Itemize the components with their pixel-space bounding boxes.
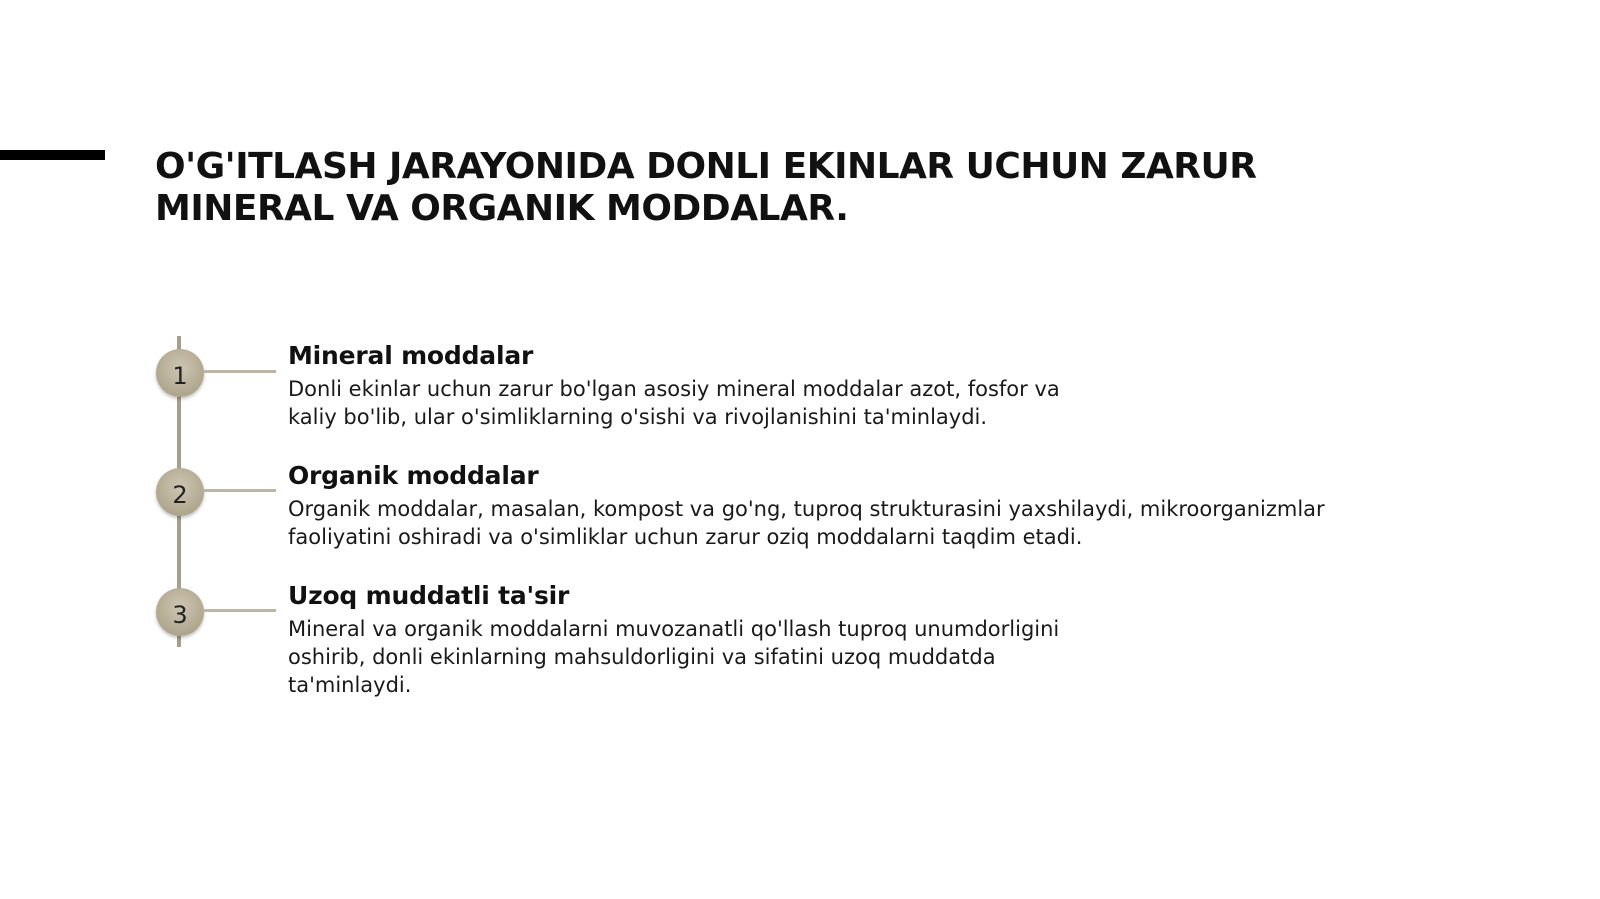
slide-title-line-2: MINERAL VA ORGANIK MODDALAR. (155, 188, 849, 229)
step-heading-1: Mineral moddalar (288, 341, 534, 370)
step-heading-2: Organik moddalar (288, 461, 539, 490)
timeline-item-1 (288, 341, 1060, 431)
timeline-item-2 (288, 461, 1325, 551)
step-connector-1 (204, 370, 276, 373)
slide-title (155, 146, 1455, 230)
step-connector-2 (204, 489, 276, 492)
step-text-3-line-2: oshirib, donli ekinlarning mahsuldorligini va sifatini uzoq muddatda (288, 645, 996, 669)
step-number-3: 3 (172, 601, 188, 629)
step-marker-3 (156, 588, 204, 636)
timeline-item-3 (288, 581, 1059, 699)
step-text-2 (288, 495, 1325, 551)
step-text-2-line-2: faoliyatini oshiradi va o'simliklar uchun zarur oziq moddalarni taqdim etadi. (288, 525, 1083, 549)
step-text-3 (288, 615, 1059, 699)
step-marker-2 (156, 468, 204, 516)
step-number-1: 1 (172, 362, 188, 390)
step-text-3-line-3: ta'minlaydi. (288, 673, 412, 697)
step-number-2: 2 (172, 481, 188, 509)
title-accent-bar (0, 150, 105, 160)
step-text-2-line-1: Organik moddalar, masalan, kompost va go'ng, tuproq strukturasini yaxshilaydi, mikroorganizmlar (288, 497, 1325, 521)
step-text-3-line-1: Mineral va organik moddalarni muvozanatli qo'llash tuproq unumdorligini (288, 617, 1060, 641)
step-heading-3: Uzoq muddatli ta'sir (288, 581, 570, 610)
step-connector-3 (204, 609, 276, 612)
step-text-1-line-1: Donli ekinlar uchun zarur bo'lgan asosiy mineral moddalar azot, fosfor va (288, 377, 1060, 401)
step-text-1-line-2: kaliy bo'lib, ular o'simliklarning o'sishi va rivojlanishini ta'minlaydi. (288, 405, 988, 429)
step-marker-1 (156, 349, 204, 397)
slide-title-line-1: O'G'ITLASH JARAYONIDA DONLI EKINLAR UCHUN ZARUR (155, 146, 1257, 187)
step-text-1 (288, 375, 1060, 431)
